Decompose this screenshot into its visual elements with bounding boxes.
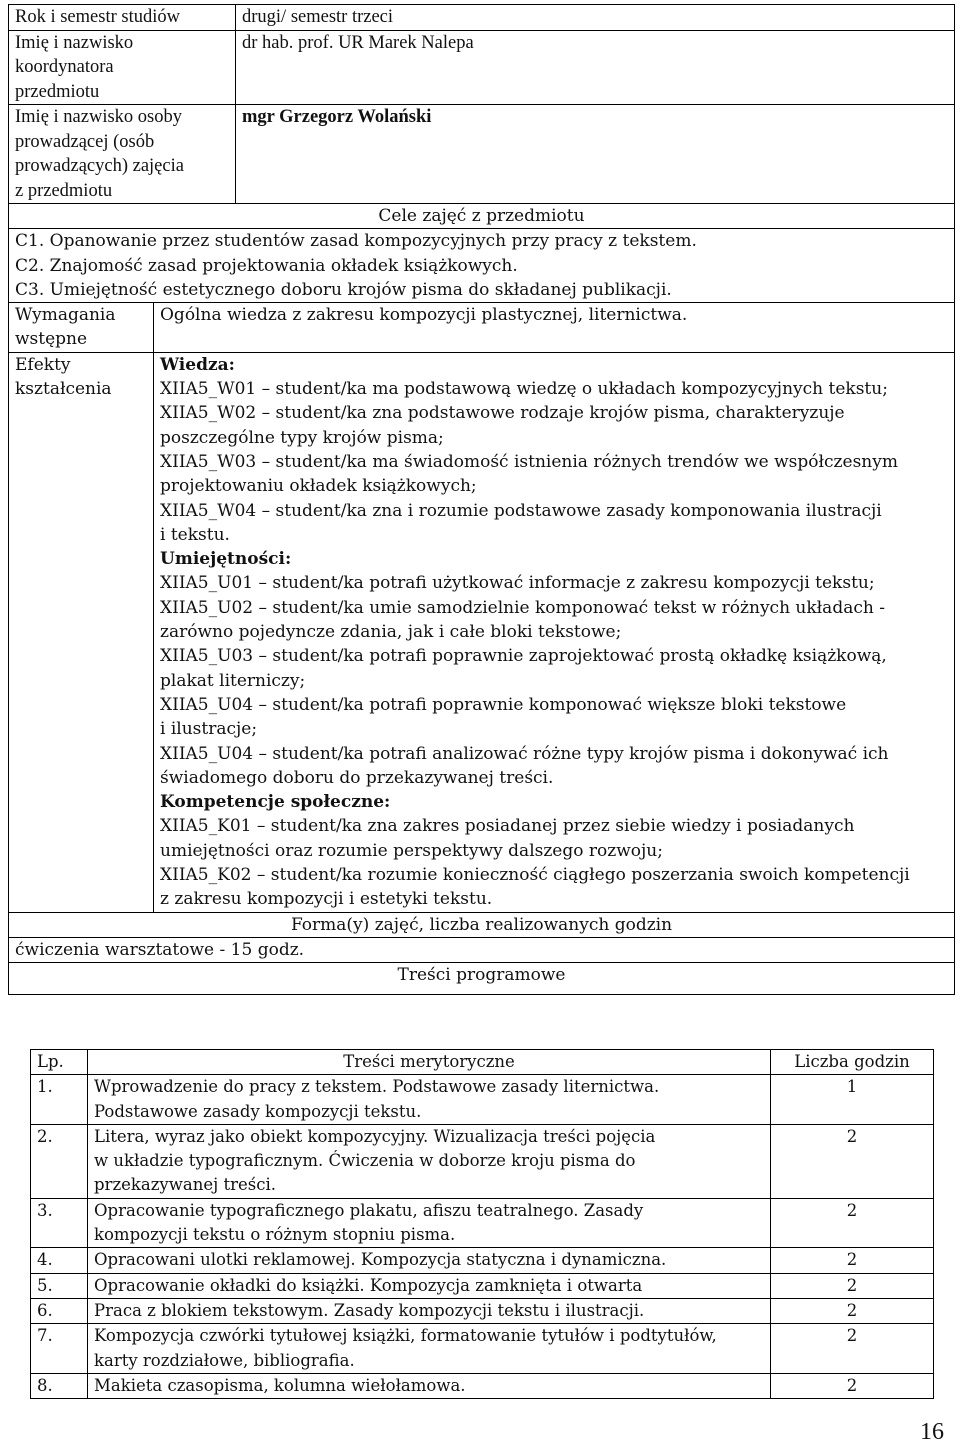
row-cele-heading xyxy=(9,204,955,229)
row-rok xyxy=(9,5,955,31)
kompetencje-group: Kompetencje społeczne: XIIA5_K01 – student/ka zna zakres posiadanej przez siebie wiedzy i posiadanych umiejętności oraz rozumie perspektywy dalszego rozwoju; XIIA5_K02 – student/ka rozumie konieczność ciągłego poszerzania swoich kompetencji z zakresu kompozycji i estetyki tekstu. xyxy=(160,790,948,911)
header-lp: Lp. xyxy=(31,1050,88,1075)
row-prowadzacy xyxy=(9,105,955,204)
prowadzacy-value: mgr Grzegorz Wolański xyxy=(236,105,955,204)
umiejetnosci-group: Umiejętności: XIIA5_U01 – student/ka potrafi użytkować informacje z zakresu kompozycji tekstu; XIIA5_U02 – student/ka umie samodzielnie komponować tekst w różnych układach - zarówno pojedyncze zdania, jak i całe bloki tekstowe; XIIA5_U03 – student/ka potrafi poprawnie zaprojektować prostą okładkę książkową, plakat literniczy; XIIA5_U04 – student/ka potrafi poprawnie komponować większe bloki tekstowe i ilustracje; XIIA5_U04 – student/ka potrafi analizować różne typy krojów pisma i dokonywać ich świadomego doboru do przekazywanej treści. xyxy=(160,547,948,790)
efekty-content xyxy=(154,352,955,911)
cele-heading: Cele zajęć z przedmiotu xyxy=(9,204,955,229)
wymagania-label: Wymagania wstępne xyxy=(9,303,154,352)
koordynator-value: dr hab. prof. UR Marek Nalepa xyxy=(236,30,955,105)
program-table xyxy=(30,1049,934,1399)
tresci-heading: Treści programowe xyxy=(9,963,955,994)
wymagania-value: Ogólna wiedza z zakresu kompozycji plastycznej, liternictwa. xyxy=(160,305,688,326)
page-number: 16 xyxy=(920,1419,944,1445)
prowadzacy-label: Imię i nazwisko osoby prowadzącej (osób prowadzących) zajęcia z przedmiotu xyxy=(9,105,236,204)
forma-value: ćwiczenia warsztatowe - 15 godz. xyxy=(9,937,955,962)
efekty-label: Efekty kształcenia xyxy=(9,352,154,911)
cele-list xyxy=(9,229,955,303)
row-tresci-heading xyxy=(9,963,955,994)
table-row: 2. Litera, wyraz jako obiekt kompozycyjny. Wizualizacja treści pojęcia w układzie typograficznym. Ćwiczenia w doborze kroju pisma do przekazywanej treści. 2 xyxy=(31,1124,934,1198)
row-forma-heading xyxy=(9,912,955,937)
table-row: 4. Opracowani ulotki reklamowej. Kompozycja statyczna i dynamiczna. 2 xyxy=(31,1248,934,1273)
program-header-row xyxy=(31,1050,934,1075)
table-row: 6. Praca z blokiem tekstowym. Zasady kompozycji tekstu i ilustracji. 2 xyxy=(31,1298,934,1323)
table-row: 8. Makieta czasopisma, kolumna wiełołamowa. 2 xyxy=(31,1373,934,1398)
cele-item: C1. Opanowanie przez studentów zasad kompozycyjnych przy pracy z tekstem. xyxy=(15,231,697,252)
rok-label: Rok i semestr studiów xyxy=(9,5,236,31)
table-row: 3. Opracowanie typograficznego plakatu, afiszu teatralnego. Zasady kompozycji tekstu o różnym stopniu pisma. 2 xyxy=(31,1198,934,1248)
cele-item: C3. Umiejętność estetycznego doboru krojów pisma do składanej publikacji. xyxy=(15,279,672,300)
umiejetnosci-heading: Umiejętności: xyxy=(160,549,292,570)
koordynator-label: Imię i nazwisko koordynatora przedmiotu xyxy=(9,30,236,105)
row-cele xyxy=(9,229,955,303)
wiedza-heading: Wiedza: xyxy=(160,354,235,375)
row-wymagania xyxy=(9,303,955,912)
syllabus-table xyxy=(8,4,955,995)
rok-value: drugi/ semestr trzeci xyxy=(236,5,955,31)
header-godziny: Liczba godzin xyxy=(771,1050,934,1075)
wiedza-group: Wiedza: XIIA5_W01 – student/ka ma podstawową wiedzę o układach kompozycyjnych tekstu; XIIA5_W02 – student/ka zna podstawowe rodzaje krojów pisma, charakteryzuje poszczególne typy krojów pisma; XIIA5_W03 – student/ka ma świadomość istnienia różnych trendów we współczesnym projektowaniu okładek książkowych; XIIA5_W04 – student/ka zna i rozumie podstawowe zasady komponowania ilustracji i tekstu. xyxy=(160,353,948,547)
row-koordynator xyxy=(9,30,955,105)
table-row: 7. Kompozycja czwórki tytułowej książki, formatowanie tytułów i podtytułów, karty rozdziałowe, bibliografia. 2 xyxy=(31,1324,934,1374)
forma-heading: Forma(y) zajęć, liczba realizowanych godzin xyxy=(9,912,955,937)
row-forma xyxy=(9,937,955,962)
cele-item: C2. Znajomość zasad projektowania okładek książkowych. xyxy=(15,255,518,276)
kompetencje-heading: Kompetencje społeczne: xyxy=(160,792,391,813)
table-row: 5. Opracowanie okładki do książki. Kompozycja zamknięta i otwarta 2 xyxy=(31,1273,934,1298)
header-tresci: Treści merytoryczne xyxy=(88,1050,771,1075)
table-row: 1. Wprowadzenie do pracy z tekstem. Podstawowe zasady liternictwa. Podstawowe zasady kompozycji tekstu. 1 xyxy=(31,1075,934,1125)
